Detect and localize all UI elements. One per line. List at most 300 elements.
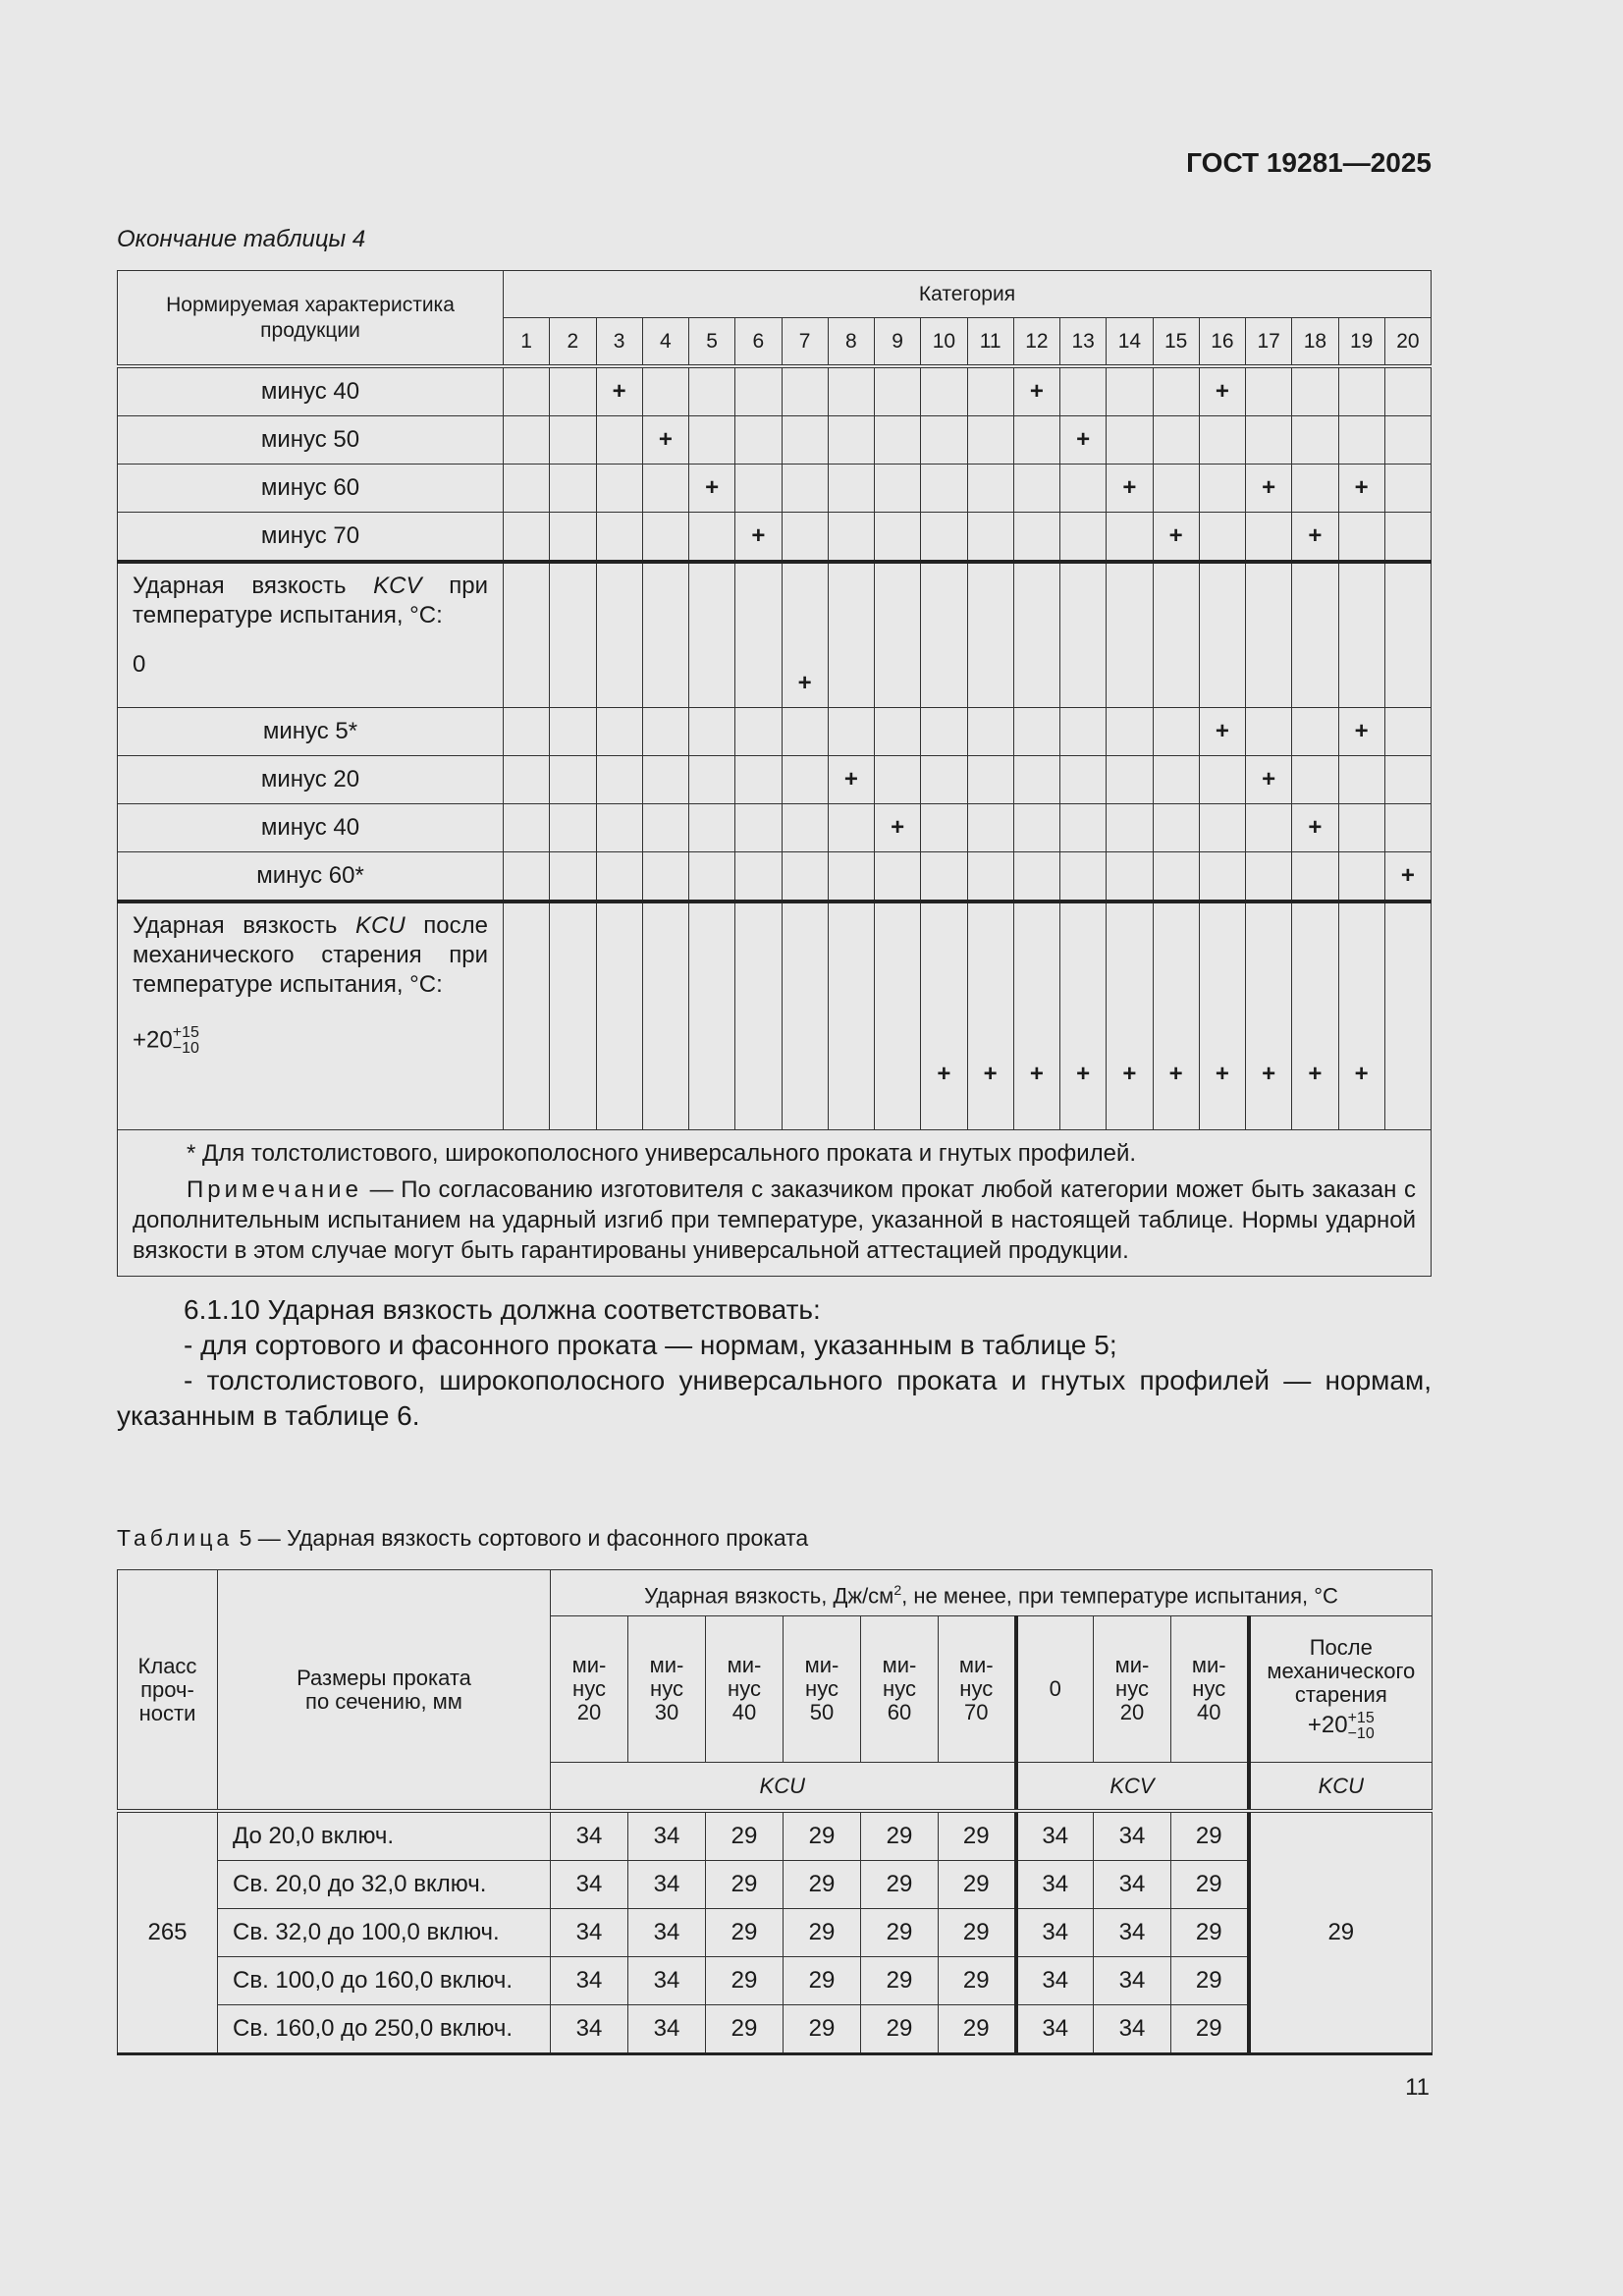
plus-mark: + xyxy=(1400,862,1415,889)
category-cell xyxy=(504,804,550,852)
plus-mark: + xyxy=(1168,522,1183,549)
category-cell xyxy=(1153,513,1199,563)
category-cell xyxy=(967,902,1013,1130)
category-cell xyxy=(1292,366,1338,416)
caption-text: 5 — Ударная вязкость сортового и фасонного проката xyxy=(239,1525,809,1551)
category-cell xyxy=(875,756,921,804)
category-cell xyxy=(550,416,596,465)
plus-mark: + xyxy=(705,474,720,501)
category-cell xyxy=(967,562,1013,708)
aging-value: 29 xyxy=(1249,1811,1433,2054)
category-cell xyxy=(1338,852,1384,902)
aging-col-header: После механического старения +20 +15 −10 xyxy=(1249,1616,1433,1763)
value-cell: 34 xyxy=(1094,2005,1171,2054)
category-cell xyxy=(504,902,550,1130)
table-5 xyxy=(117,1569,1433,2055)
category-cell xyxy=(504,708,550,756)
category-cell xyxy=(550,902,596,1130)
category-cell xyxy=(735,465,782,513)
value-cell: 34 xyxy=(551,1909,628,1957)
category-cell xyxy=(1153,756,1199,804)
category-cell xyxy=(504,756,550,804)
value-cell: 34 xyxy=(1094,1957,1171,2005)
category-cell xyxy=(1199,366,1245,416)
row-label: минус 60* xyxy=(118,852,504,902)
value-cell: 29 xyxy=(939,2005,1016,2054)
category-number: 2 xyxy=(550,318,596,367)
category-cell xyxy=(550,852,596,902)
temp-col-header: ми-нус 60 xyxy=(861,1616,939,1763)
category-cell xyxy=(1292,416,1338,465)
category-number: 8 xyxy=(828,318,874,367)
category-cell xyxy=(504,416,550,465)
category-number: 15 xyxy=(1153,318,1199,367)
row-label: минус 70 xyxy=(118,513,504,563)
category-cell xyxy=(782,513,828,563)
category-cell xyxy=(1384,756,1431,804)
category-cell xyxy=(1338,513,1384,563)
category-cell xyxy=(967,465,1013,513)
category-cell xyxy=(504,513,550,563)
category-cell xyxy=(735,708,782,756)
category-cell xyxy=(596,465,642,513)
value-cell: 29 xyxy=(861,1957,939,2005)
value-cell: 34 xyxy=(628,1909,706,1957)
category-cell xyxy=(596,902,642,1130)
category-cell xyxy=(828,513,874,563)
value-cell: 34 xyxy=(551,1957,628,2005)
size-range: До 20,0 включ. xyxy=(218,1811,551,1861)
plus-mark: + xyxy=(1215,378,1229,405)
section-6-1-10 xyxy=(117,1292,1432,1434)
category-cell xyxy=(921,852,967,902)
value-cell: 34 xyxy=(1016,1909,1094,1957)
size-range: Св. 160,0 до 250,0 включ. xyxy=(218,2005,551,2054)
plus-mark: + xyxy=(1262,474,1276,501)
category-cell xyxy=(782,366,828,416)
category-cell xyxy=(642,366,688,416)
category-cell xyxy=(1107,562,1153,708)
category-cell xyxy=(1153,902,1199,1130)
category-cell xyxy=(1246,562,1292,708)
category-cell xyxy=(550,465,596,513)
plus-mark: + xyxy=(1122,1061,1137,1087)
category-cell xyxy=(1060,852,1107,902)
plus-mark: + xyxy=(891,814,905,841)
category-cell xyxy=(1384,513,1431,563)
category-number: 18 xyxy=(1292,318,1338,367)
category-cell xyxy=(735,756,782,804)
category-cell xyxy=(689,804,735,852)
value-cell: 29 xyxy=(706,1811,784,1861)
category-cell xyxy=(875,804,921,852)
category-cell xyxy=(782,756,828,804)
category-cell xyxy=(1292,562,1338,708)
value-cell: 34 xyxy=(628,1957,706,2005)
category-number: 1 xyxy=(504,318,550,367)
category-cell xyxy=(735,366,782,416)
category-cell xyxy=(642,902,688,1130)
category-cell xyxy=(1199,902,1245,1130)
temp-col-header: ми-нус 30 xyxy=(628,1616,706,1763)
category-cell xyxy=(1060,562,1107,708)
category-cell xyxy=(921,465,967,513)
row-label: 0 xyxy=(133,651,146,678)
category-cell xyxy=(596,513,642,563)
category-cell xyxy=(875,416,921,465)
category-cell xyxy=(875,708,921,756)
category-cell xyxy=(550,756,596,804)
category-cell xyxy=(1060,902,1107,1130)
category-cell xyxy=(782,708,828,756)
category-cell xyxy=(689,708,735,756)
value-cell: 34 xyxy=(1016,1861,1094,1909)
temp-col-header: ми-нус 70 xyxy=(939,1616,1016,1763)
value-cell: 29 xyxy=(706,1861,784,1909)
category-cell xyxy=(921,708,967,756)
value-cell: 29 xyxy=(784,1909,861,1957)
value-cell: 34 xyxy=(551,1811,628,1861)
category-cell xyxy=(689,902,735,1130)
category-cell xyxy=(1060,465,1107,513)
plus-mark: + xyxy=(658,426,673,453)
value-cell: 34 xyxy=(1016,1957,1094,2005)
plus-mark: + xyxy=(1354,1061,1369,1087)
temp-col-header: ми-нус 20 xyxy=(1094,1616,1171,1763)
category-cell xyxy=(1338,804,1384,852)
category-cell xyxy=(1013,562,1059,708)
row-label: минус 5* xyxy=(118,708,504,756)
category-cell xyxy=(967,756,1013,804)
plus-mark: + xyxy=(1076,426,1091,453)
category-cell xyxy=(967,513,1013,563)
kcv-title: Ударная вязкость KCV при температуре испытания, °С: xyxy=(133,573,488,629)
col-header-characteristic: Нормируемая характеристика продукции xyxy=(118,271,504,367)
kcv-title-cell xyxy=(118,562,504,708)
category-cell xyxy=(689,852,735,902)
value-cell: 34 xyxy=(628,1861,706,1909)
category-number: 4 xyxy=(642,318,688,367)
plus-mark: + xyxy=(1122,474,1137,501)
value-cell: 29 xyxy=(861,1909,939,1957)
category-cell xyxy=(1060,416,1107,465)
category-cell xyxy=(1384,562,1431,708)
value-cell: 34 xyxy=(1094,1909,1171,1957)
value-cell: 29 xyxy=(861,1861,939,1909)
category-cell xyxy=(642,708,688,756)
category-cell xyxy=(1107,804,1153,852)
category-cell xyxy=(967,852,1013,902)
category-cell xyxy=(921,902,967,1130)
category-number: 3 xyxy=(596,318,642,367)
value-cell: 34 xyxy=(1094,1861,1171,1909)
category-cell xyxy=(967,366,1013,416)
category-cell xyxy=(1153,465,1199,513)
temp-col-header: 0 xyxy=(1016,1616,1094,1763)
category-cell xyxy=(1292,513,1338,563)
category-cell xyxy=(1060,756,1107,804)
table-row xyxy=(118,1909,1433,1957)
table4-notes xyxy=(118,1130,1432,1277)
plus-mark: + xyxy=(1215,1061,1229,1087)
category-cell xyxy=(1153,562,1199,708)
category-cell xyxy=(1246,708,1292,756)
category-cell xyxy=(1384,708,1431,756)
category-cell xyxy=(1107,902,1153,1130)
note-label: Примечание xyxy=(187,1176,362,1203)
category-cell xyxy=(921,804,967,852)
plus-mark: + xyxy=(937,1061,951,1087)
value-cell: 34 xyxy=(628,2005,706,2054)
paragraph: - толстолистового, широкополосного универсального проката и гнутых профилей — нормам, указанным в таблице 6. xyxy=(117,1365,1432,1431)
kcv-group-label: KCV xyxy=(1016,1763,1249,1812)
category-cell xyxy=(1246,852,1292,902)
category-cell xyxy=(782,804,828,852)
category-cell xyxy=(642,756,688,804)
category-cell xyxy=(550,562,596,708)
temp-col-header: ми-нус 20 xyxy=(551,1616,628,1763)
value-cell: 29 xyxy=(1171,1811,1249,1861)
category-cell xyxy=(735,902,782,1130)
category-cell xyxy=(1013,513,1059,563)
plus-mark: + xyxy=(1029,378,1044,405)
plus-mark: + xyxy=(612,378,626,405)
plus-mark: + xyxy=(1029,1061,1044,1087)
category-cell xyxy=(596,852,642,902)
standard-designation: ГОСТ 19281—2025 xyxy=(1186,147,1432,178)
category-number: 14 xyxy=(1107,318,1153,367)
plus-mark: + xyxy=(843,766,858,793)
col-header-class: Класс проч-ности xyxy=(118,1570,218,1812)
category-number: 13 xyxy=(1060,318,1107,367)
category-cell xyxy=(1292,804,1338,852)
category-cell xyxy=(504,465,550,513)
category-cell xyxy=(1338,416,1384,465)
category-cell xyxy=(828,804,874,852)
value-cell: 29 xyxy=(939,1811,1016,1861)
value-cell: 29 xyxy=(706,2005,784,2054)
table-4 xyxy=(117,270,1432,1277)
plus-mark: + xyxy=(1308,1061,1323,1087)
category-cell xyxy=(1338,708,1384,756)
category-cell xyxy=(1153,416,1199,465)
value-cell: 29 xyxy=(1171,2005,1249,2054)
size-range: Св. 100,0 до 160,0 включ. xyxy=(218,1957,551,2005)
category-cell xyxy=(1013,366,1059,416)
category-cell xyxy=(735,513,782,563)
caption-label: Таблица xyxy=(117,1525,234,1551)
category-number: 17 xyxy=(1246,318,1292,367)
category-number: 5 xyxy=(689,318,735,367)
table5-caption xyxy=(117,1525,808,1552)
category-cell xyxy=(1060,366,1107,416)
value-cell: 34 xyxy=(1016,1811,1094,1861)
category-cell xyxy=(1292,902,1338,1130)
value-cell: 29 xyxy=(939,1957,1016,2005)
value-cell: 29 xyxy=(939,1861,1016,1909)
value-cell: 29 xyxy=(784,1861,861,1909)
value-cell: 29 xyxy=(784,1811,861,1861)
category-cell xyxy=(1013,756,1059,804)
temp-col-header: ми-нус 40 xyxy=(706,1616,784,1763)
category-cell xyxy=(689,465,735,513)
category-cell xyxy=(875,465,921,513)
category-cell xyxy=(1292,756,1338,804)
category-cell xyxy=(1384,902,1431,1130)
plus-mark: + xyxy=(1168,1061,1183,1087)
category-cell xyxy=(1060,708,1107,756)
category-cell xyxy=(1153,366,1199,416)
category-cell xyxy=(550,366,596,416)
category-cell xyxy=(1199,756,1245,804)
plus-mark: + xyxy=(1262,1061,1276,1087)
category-cell xyxy=(1292,465,1338,513)
category-cell xyxy=(1107,465,1153,513)
category-cell xyxy=(1338,366,1384,416)
category-number: 7 xyxy=(782,318,828,367)
category-number: 12 xyxy=(1013,318,1059,367)
category-cell xyxy=(828,852,874,902)
category-cell xyxy=(642,562,688,708)
category-cell xyxy=(828,708,874,756)
category-cell xyxy=(642,852,688,902)
category-cell xyxy=(596,562,642,708)
col-header-sizes: Размеры проката по сечению, мм xyxy=(218,1570,551,1812)
category-cell xyxy=(1246,902,1292,1130)
value-cell: 29 xyxy=(1171,1909,1249,1957)
value-cell: 29 xyxy=(861,1811,939,1861)
value-cell: 34 xyxy=(1016,2005,1094,2054)
size-range: Св. 20,0 до 32,0 включ. xyxy=(218,1861,551,1909)
category-cell xyxy=(1153,852,1199,902)
category-cell xyxy=(875,902,921,1130)
category-cell xyxy=(1338,465,1384,513)
category-number: 9 xyxy=(875,318,921,367)
category-cell xyxy=(921,513,967,563)
table-row xyxy=(118,1861,1433,1909)
plus-mark: + xyxy=(1308,814,1323,841)
category-cell xyxy=(1013,465,1059,513)
aging-kcu-label: KCU xyxy=(1249,1763,1433,1812)
category-cell xyxy=(1246,366,1292,416)
category-cell xyxy=(1384,366,1431,416)
category-cell xyxy=(1013,804,1059,852)
category-cell xyxy=(735,562,782,708)
plus-mark: + xyxy=(751,522,766,549)
category-cell xyxy=(1338,562,1384,708)
plus-mark: + xyxy=(797,670,812,696)
category-cell xyxy=(1384,416,1431,465)
table-row xyxy=(118,1957,1433,2005)
category-number: 19 xyxy=(1338,318,1384,367)
value-cell: 29 xyxy=(939,1909,1016,1957)
category-cell xyxy=(1013,708,1059,756)
page-number: 11 xyxy=(1405,2074,1430,2101)
category-cell xyxy=(504,562,550,708)
category-cell xyxy=(1384,852,1431,902)
category-cell xyxy=(1199,562,1245,708)
plus-mark: + xyxy=(1076,1061,1091,1087)
category-cell xyxy=(1384,465,1431,513)
plus-mark: + xyxy=(1215,718,1229,744)
category-cell xyxy=(921,562,967,708)
category-cell xyxy=(1199,852,1245,902)
category-cell xyxy=(596,804,642,852)
plus-mark: + xyxy=(1354,718,1369,744)
category-cell xyxy=(782,416,828,465)
row-label: +20 +15 −10 xyxy=(133,1024,199,1057)
category-cell xyxy=(1013,416,1059,465)
plus-mark: + xyxy=(1262,766,1276,793)
category-cell xyxy=(1153,708,1199,756)
category-cell xyxy=(504,366,550,416)
category-cell xyxy=(596,756,642,804)
value-cell: 29 xyxy=(784,1957,861,2005)
value-cell: 29 xyxy=(706,1909,784,1957)
value-cell: 34 xyxy=(628,1811,706,1861)
category-cell xyxy=(921,366,967,416)
kcu-group-label: KCU xyxy=(551,1763,1016,1812)
category-cell xyxy=(875,562,921,708)
value-cell: 29 xyxy=(1171,1861,1249,1909)
category-cell xyxy=(1199,513,1245,563)
category-cell xyxy=(596,708,642,756)
category-cell xyxy=(1246,804,1292,852)
value-cell: 29 xyxy=(1171,1957,1249,2005)
category-cell xyxy=(689,756,735,804)
category-cell xyxy=(596,366,642,416)
category-cell xyxy=(967,708,1013,756)
category-cell xyxy=(921,416,967,465)
category-cell xyxy=(1246,756,1292,804)
category-cell xyxy=(1013,902,1059,1130)
category-cell xyxy=(967,416,1013,465)
category-cell xyxy=(1246,513,1292,563)
category-cell xyxy=(782,465,828,513)
category-cell xyxy=(875,852,921,902)
category-cell xyxy=(1338,756,1384,804)
category-cell xyxy=(550,804,596,852)
category-cell xyxy=(596,416,642,465)
category-cell xyxy=(642,416,688,465)
plus-mark: + xyxy=(1354,474,1369,501)
category-cell xyxy=(828,366,874,416)
category-cell xyxy=(828,562,874,708)
category-cell xyxy=(689,366,735,416)
category-cell xyxy=(828,902,874,1130)
value-cell: 34 xyxy=(551,2005,628,2054)
category-cell xyxy=(921,756,967,804)
paragraph: - для сортового и фасонного проката — нормам, указанным в таблице 5; xyxy=(184,1330,1117,1360)
table-row xyxy=(118,1811,1433,1861)
category-cell xyxy=(1384,804,1431,852)
row-label: минус 40 xyxy=(118,366,504,416)
category-cell xyxy=(828,465,874,513)
category-cell xyxy=(735,416,782,465)
value-cell: 29 xyxy=(706,1957,784,2005)
note-text: — По согласованию изготовителя с заказчиком прокат любой категории может быть заказан с дополнительным испытанием на ударный изгиб при температуре, указанной в настоящей таблице. Нормы ударной вязкости в этом случае могут быть гарантированы универсальной аттестацией продукции. xyxy=(133,1176,1416,1264)
category-number: 6 xyxy=(735,318,782,367)
plus-mark: + xyxy=(983,1061,998,1087)
category-number: 11 xyxy=(967,318,1013,367)
value-cell: 34 xyxy=(551,1861,628,1909)
category-cell xyxy=(689,562,735,708)
category-cell xyxy=(1199,465,1245,513)
note xyxy=(133,1175,1416,1266)
category-cell xyxy=(689,513,735,563)
category-cell xyxy=(735,804,782,852)
category-cell xyxy=(1060,513,1107,563)
